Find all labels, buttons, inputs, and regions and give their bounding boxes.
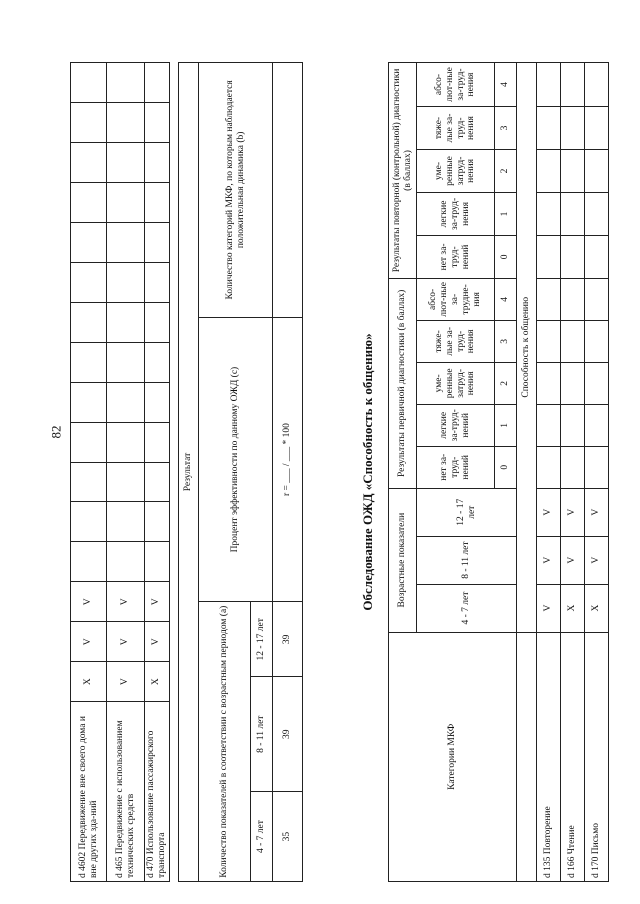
repeat-header: Результаты повторной (контрольной) диагностики (в баллах): [389, 63, 417, 279]
score-col: абсо-лют-ные за-труд-нения: [417, 63, 495, 107]
score-num: 2: [495, 149, 517, 192]
score-num: 4: [495, 63, 517, 107]
mark-cell: Х: [561, 584, 585, 632]
table-row: [561, 63, 585, 882]
mark-cell: Х: [145, 662, 170, 702]
subheading: Способность к общению: [517, 63, 537, 633]
table-row: [585, 63, 609, 882]
score-col: нет за-труд-нений: [417, 235, 495, 278]
score-num: 2: [495, 362, 517, 404]
table-row: [71, 63, 107, 882]
age-group-header: Возрастные показатели: [389, 488, 417, 632]
category-cell: d 470 Использование пассажирского транспорта: [145, 702, 170, 882]
mark-cell: V: [145, 582, 170, 622]
table-row: [537, 63, 561, 882]
result-col-a: Количество показателей в соответствии с возрастным периодом (а): [199, 602, 251, 882]
score-col: нет за-труд-нений: [417, 446, 495, 488]
score-col: легкие за-труд-нения: [417, 192, 495, 235]
mark-cell: Х: [71, 662, 107, 702]
score-num: 3: [495, 107, 517, 150]
mark-cell: V: [107, 582, 145, 622]
mark-cell: V: [145, 622, 170, 662]
mark-cell: V: [71, 582, 107, 622]
age-header: 12 - 17 лет: [251, 602, 273, 677]
mark-cell: Х: [585, 584, 609, 632]
score-num: 1: [495, 192, 517, 235]
mark-cell: V: [71, 622, 107, 662]
score-col: тяже-лые за-труд-нения: [417, 107, 495, 150]
category-cell: d 166 Чтение: [561, 632, 585, 881]
score-col: уме-ренные затруд-нения: [417, 362, 495, 404]
category-cell: d 465 Передвижение с использованием технических средств: [107, 702, 145, 882]
score-num: 0: [495, 235, 517, 278]
mark-cell: V: [561, 488, 585, 536]
mark-cell: V: [537, 488, 561, 536]
age-header: 4 - 7 лет: [251, 792, 273, 882]
score-col: уме-ренные затруд-нения: [417, 149, 495, 192]
age-header: 8 - 11 лет: [251, 677, 273, 792]
table-row: [107, 63, 145, 882]
age-value: 39: [273, 677, 303, 792]
main-table: [388, 62, 609, 882]
category-header: Категории МКФ: [389, 632, 517, 881]
score-col: тяже-лые за-труд-нения: [417, 320, 495, 362]
age-value: 39: [273, 602, 303, 677]
table-row: [145, 63, 170, 882]
age-col: 8 - 11 лет: [417, 536, 517, 584]
formula: r = ___ / ___ * 100: [273, 317, 303, 602]
mark-cell: V: [585, 536, 609, 584]
score-col: легкие за-труд-нений: [417, 404, 495, 446]
result-heading: Результат: [179, 63, 199, 882]
category-cell: d 135 Повторение: [537, 632, 561, 881]
score-num: 4: [495, 278, 517, 320]
category-cell: d 4602 Передвижение вне своего дома и вне других зда-ний: [71, 702, 107, 882]
result-col-b: Количество категорий МКФ, по которым наблюдается положительная динамика (b): [199, 63, 273, 318]
category-cell: d 170 Письмо: [585, 632, 609, 881]
score-col: абсо-лют-ные за-трудне-ния: [417, 278, 495, 320]
page-number: 82: [48, 425, 64, 439]
result-table: [178, 62, 303, 882]
primary-header: Результаты первичной диагностики (в баллах): [389, 278, 417, 488]
score-num: 3: [495, 320, 517, 362]
score-num: 1: [495, 404, 517, 446]
top-table: [70, 62, 170, 882]
mark-cell: V: [585, 488, 609, 536]
mark-cell: V: [537, 536, 561, 584]
age-col: 4 - 7 лет: [417, 584, 517, 632]
age-value: 35: [273, 792, 303, 882]
rotated-content: [60, 62, 620, 882]
mark-cell: V: [537, 584, 561, 632]
mark-cell: V: [561, 536, 585, 584]
age-col: 12 - 17 лет: [417, 488, 517, 536]
mark-cell: V: [107, 662, 145, 702]
score-num: 0: [495, 446, 517, 488]
mark-cell: V: [107, 622, 145, 662]
result-col-c: Процент эффективности по данному ОЖД (с): [199, 317, 273, 602]
section-title: Обследование ОЖД «Способность к общению»: [360, 333, 375, 611]
